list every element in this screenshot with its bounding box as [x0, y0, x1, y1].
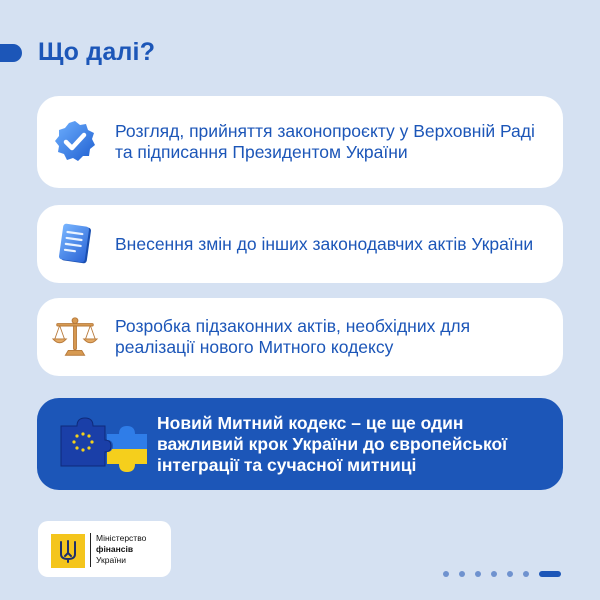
logo-divider: [90, 533, 91, 567]
page-dot-active[interactable]: [539, 571, 561, 577]
page-dot[interactable]: [443, 571, 449, 577]
ministry-name-line2: фінансів: [96, 544, 134, 554]
step-text-2: Внесення змін до інших законодавчих актів України: [115, 233, 534, 254]
page-dot[interactable]: [491, 571, 497, 577]
step-text-3: Розробка підзаконних актів, необхідних для реалізації нового Митного кодексу: [115, 316, 471, 357]
step-card-3: [37, 298, 563, 376]
ministry-name: [96, 533, 146, 566]
page-title: Що далі?: [38, 38, 156, 66]
trident-icon: [51, 534, 85, 568]
conclusion-card: [37, 398, 563, 490]
pagination: [443, 571, 561, 577]
checkmark-badge-icon: [51, 118, 99, 166]
conclusion-text: Новий Митний кодекс – це ще один важливий крок України до європейської інтеграції та сучасної митниці: [157, 412, 508, 475]
step-card-2: [37, 205, 563, 283]
step-card-1: [37, 96, 563, 188]
ministry-name-line1: Міністерство: [96, 533, 147, 543]
document-icon: [51, 220, 99, 268]
scales-icon: [51, 313, 99, 361]
step-text-1: Розгляд, прийняття законопроєкту у Верховній Раді та підписання Президентом України: [115, 121, 535, 162]
ministry-name-line3: України: [96, 555, 126, 565]
accent-bar: [0, 44, 22, 62]
page-dot[interactable]: [507, 571, 513, 577]
page-dot[interactable]: [475, 571, 481, 577]
page-dot[interactable]: [459, 571, 465, 577]
eu-ukraine-puzzle-icon: [55, 412, 151, 476]
ministry-logo: [38, 521, 171, 577]
page-dot[interactable]: [523, 571, 529, 577]
